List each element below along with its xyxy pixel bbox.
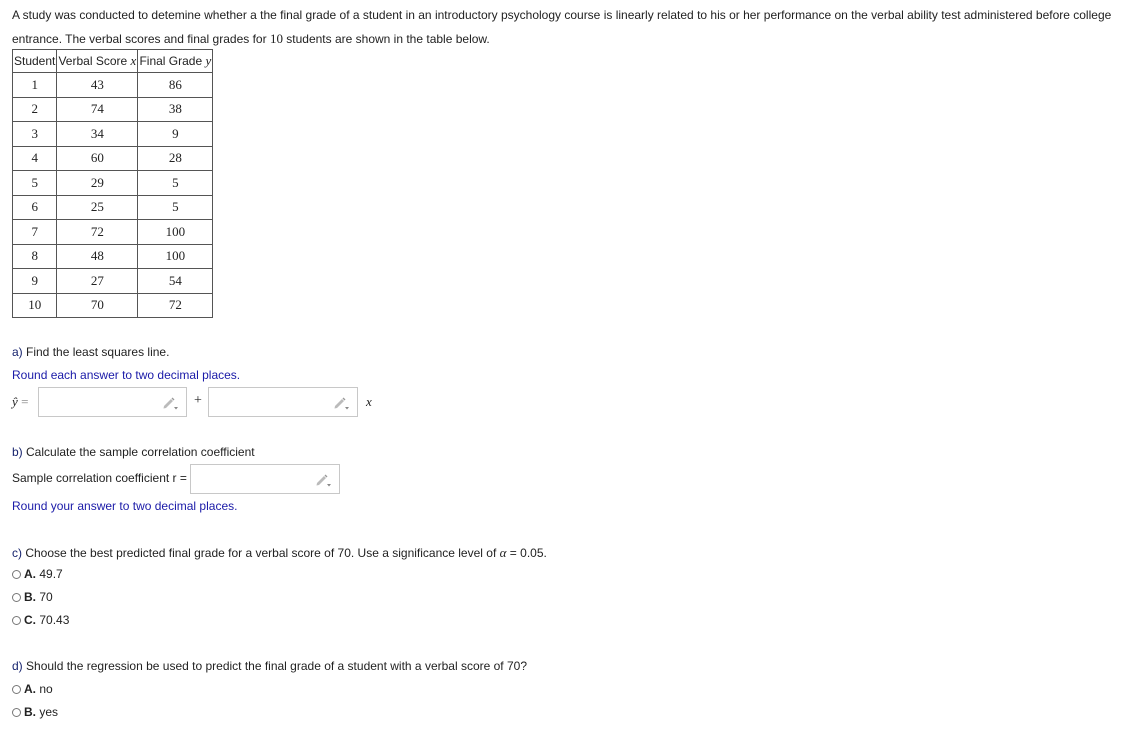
verbal-score-cell: 25 (57, 195, 138, 220)
part-d-label: d) (12, 659, 23, 673)
intercept-input[interactable] (38, 387, 187, 417)
header-final-grade: Final Grade y (138, 50, 213, 73)
part-b-text: Calculate the sample correlation coefficient (26, 445, 255, 459)
table-row (13, 146, 213, 171)
student-count: 10 (269, 31, 283, 46)
header-student: Student (13, 50, 57, 73)
student-number-cell: 1 (13, 73, 57, 98)
student-number-cell: 7 (13, 220, 57, 245)
pencil-icon[interactable] (333, 396, 349, 410)
option-d-a[interactable]: A. no (12, 682, 53, 696)
alpha-symbol: α (499, 545, 507, 560)
pencil-icon[interactable] (315, 473, 331, 487)
part-b-label: b) (12, 445, 23, 459)
intro-line2-b: students are shown in the table below. (286, 32, 490, 46)
verbal-score-cell: 48 (57, 244, 138, 269)
table-header-row (13, 50, 213, 73)
final-grade-cell: 38 (138, 97, 213, 122)
table-row (13, 220, 213, 245)
table-row (13, 195, 213, 220)
option-c-a[interactable]: A. 49.7 (12, 567, 63, 581)
student-number-cell: 5 (13, 171, 57, 196)
verbal-score-cell: 60 (57, 146, 138, 171)
final-grade-cell: 100 (138, 220, 213, 245)
final-grade-cell: 72 (138, 293, 213, 318)
table-row (13, 73, 213, 98)
verbal-score-cell: 29 (57, 171, 138, 196)
radio-button-icon[interactable] (12, 685, 21, 694)
slope-input[interactable] (208, 387, 358, 417)
table-row (13, 97, 213, 122)
table-row (13, 293, 213, 318)
data-table (12, 49, 213, 318)
header-verbal-score: Verbal Score x (57, 50, 138, 73)
correlation-label: Sample correlation coefficient r = (12, 471, 187, 485)
final-grade-cell: 54 (138, 269, 213, 294)
verbal-score-cell: 74 (57, 97, 138, 122)
part-c-text-end: = 0.05. (509, 546, 547, 560)
part-a-note: Round each answer to two decimal places. (12, 368, 241, 382)
plus-sign: + (194, 393, 202, 408)
student-number-cell: 8 (13, 244, 57, 269)
radio-button-icon[interactable] (12, 616, 21, 625)
verbal-score-cell: 70 (57, 293, 138, 318)
final-grade-cell: 28 (138, 146, 213, 171)
verbal-score-cell: 34 (57, 122, 138, 147)
part-a-label: a) (12, 345, 23, 359)
final-grade-cell: 5 (138, 171, 213, 196)
verbal-score-cell: 43 (57, 73, 138, 98)
final-grade-cell: 5 (138, 195, 213, 220)
yhat-equals (12, 394, 28, 410)
radio-button-icon[interactable] (12, 570, 21, 579)
part-a-question (12, 345, 169, 359)
radio-button-icon[interactable] (12, 593, 21, 602)
yhat-symbol: ŷ (12, 394, 18, 409)
student-number-cell: 3 (13, 122, 57, 147)
table-row (13, 171, 213, 196)
final-grade-cell: 100 (138, 244, 213, 269)
option-c-c[interactable]: C. 70.43 (12, 613, 69, 627)
final-grade-cell: 86 (138, 73, 213, 98)
verbal-score-cell: 27 (57, 269, 138, 294)
header-var-x: x (130, 53, 137, 68)
table-row (13, 244, 213, 269)
intro-line2-a: entrance. The verbal scores and final grades for (12, 32, 267, 46)
part-d-question (12, 659, 527, 673)
part-b-note: Round your answer to two decimal places. (12, 499, 238, 513)
table-row (13, 122, 213, 147)
student-number-cell: 2 (13, 97, 57, 122)
part-c-text: Choose the best predicted final grade for a verbal score of 70. Use a significance level of (25, 546, 497, 560)
final-grade-cell: 9 (138, 122, 213, 147)
verbal-score-cell: 72 (57, 220, 138, 245)
option-c-b[interactable]: B. 70 (12, 590, 53, 604)
part-c-question (12, 545, 547, 561)
intro-line1: A study was conducted to detemine whether a the final grade of a student in an introductory psychology course is linearly related to his or her performance on the verbal ability test administered before college (12, 8, 1112, 22)
student-number-cell: 9 (13, 269, 57, 294)
part-d-text: Should the regression be used to predict the final grade of a student with a verbal score of 70? (26, 659, 527, 673)
option-d-b[interactable]: B. yes (12, 705, 58, 719)
problem-statement (12, 4, 1122, 51)
correlation-input[interactable] (190, 464, 340, 494)
radio-button-icon[interactable] (12, 708, 21, 717)
x-variable: x (366, 394, 372, 409)
part-c-label: c) (12, 546, 22, 560)
pencil-icon[interactable] (162, 396, 178, 410)
equals-sign: = (21, 394, 29, 409)
part-a-text: Find the least squares line. (26, 345, 170, 359)
student-number-cell: 6 (13, 195, 57, 220)
student-number-cell: 10 (13, 293, 57, 318)
part-b-question (12, 445, 255, 459)
header-var-y: y (205, 53, 212, 68)
student-number-cell: 4 (13, 146, 57, 171)
table-row (13, 269, 213, 294)
